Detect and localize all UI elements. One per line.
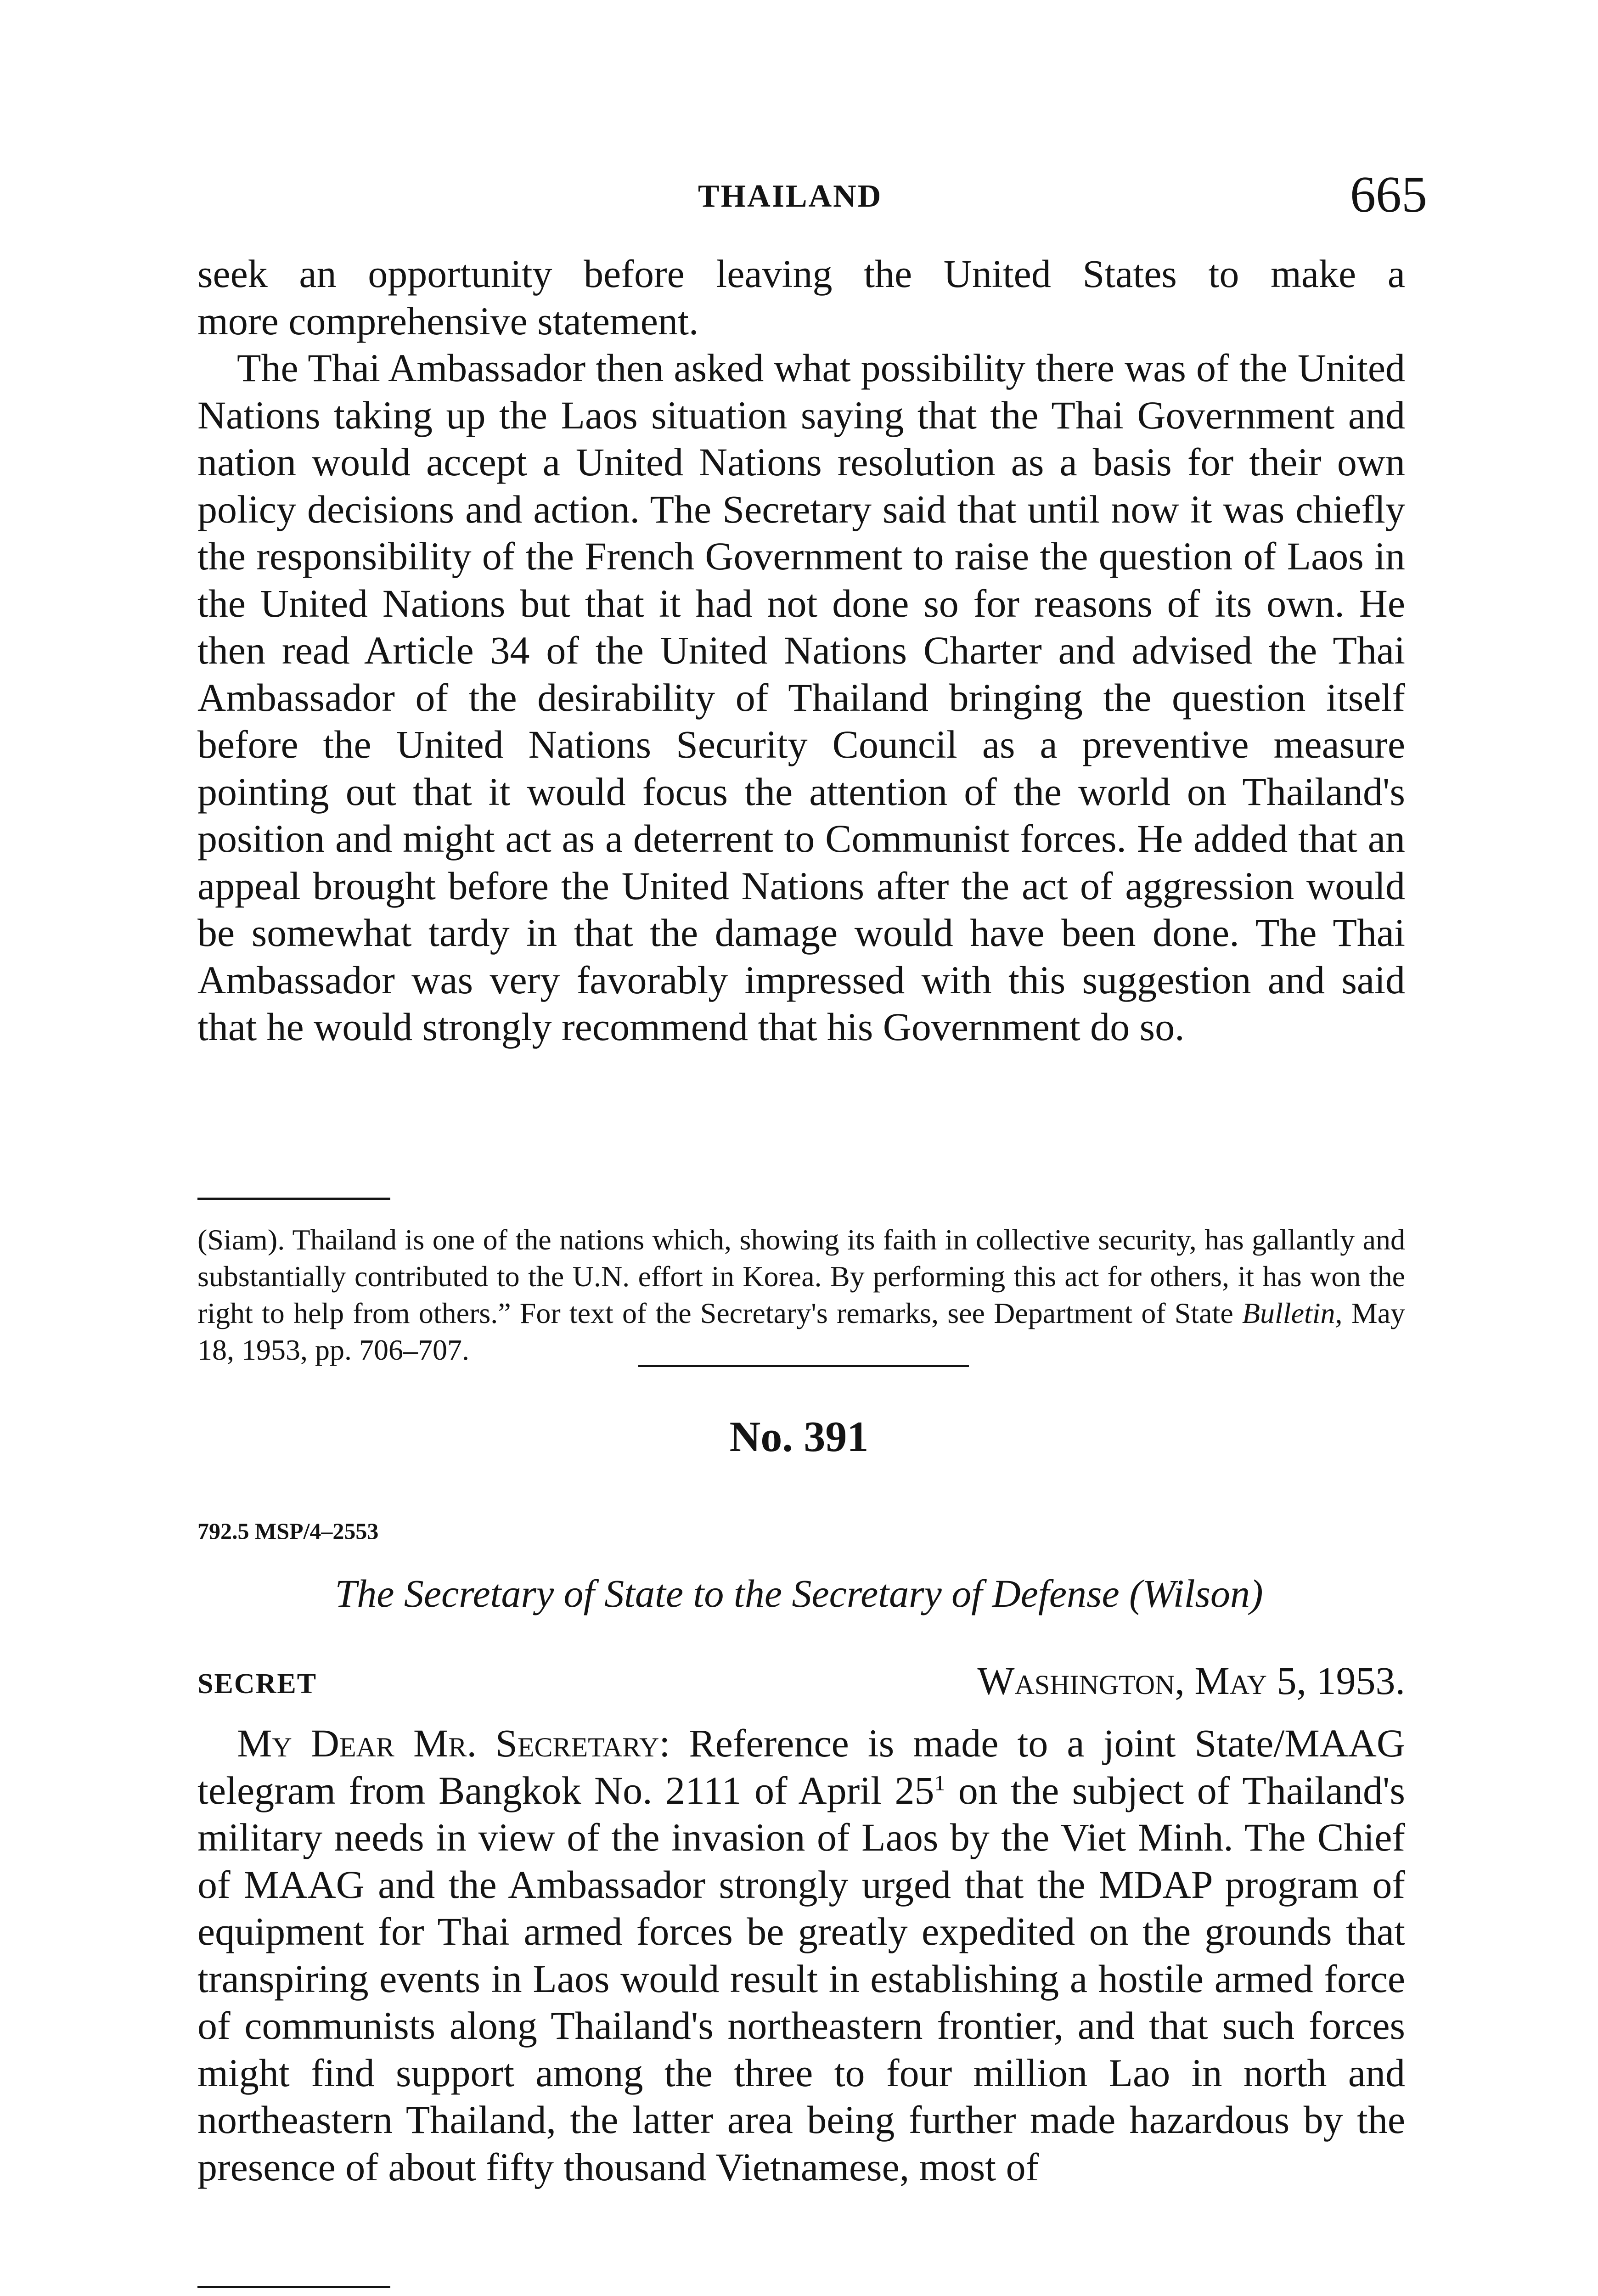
bottom-footnote-separator [197,2286,390,2288]
continuation-text-end: more comprehensive statement. [197,298,699,343]
salutation: My Dear Mr. Secretary: [237,1721,670,1765]
running-title: THAILAND [698,179,883,214]
footnote-marker: 1 [934,1771,945,1795]
top-text-block [197,250,1405,1051]
body-paragraph: The Thai Ambassador then asked what possibility there was of the United Nations taking up the Laos situation saying that the Thai Government and nation would accept a United Nations resolution as a basis for their own policy decisions and action. The Secretary said that until now it was chiefly the responsibility of the French Government to raise the question of Laos in the United Nations but that it had not done so for reasons of its own. He then read Article 34 of the United Nations Charter and advised the Thai Ambassador of the desirability of Thailand bringing the question itself before the United Nations Security Council as a preventive measure pointing out that it would focus the attention of the world on Thailand's position and might act as a deterrent to Communist forces. He added that an appeal brought before the United Nations after the act of aggression would be somewhat tardy in that the damage would have been done. The Thai Ambassador was very favorably impressed with this suggestion and said that he would strongly recommend that his Government do so. [197,346,1405,1049]
continued-footnote-text: (Siam). Thailand is one of the nations which, showing its faith in collective security, has gallantly and substantially contributed to the U.N. effort in Korea. By performing this act for others, it has won the right to help from others.” For text of the Secretary's remarks, see Department of State Bulletin, May 18, 1953, pp. 706–707. [197,1223,1406,1366]
page-number: 665 [1350,166,1427,223]
section-divider [638,1365,969,1367]
classification-label: SECRET [197,1668,317,1699]
dateline: Washington, May 5, 1953. [977,1659,1405,1703]
footnote-separator [197,1198,390,1200]
continuation-text: seek an opportunity before leaving the United States to make a [197,252,1405,296]
continued-footnote [197,1221,1405,1368]
letter-paragraph: My Dear Mr. Secretary: Reference is made to a joint State/MAAG telegram from Bangkok No. 2111 of April $25^1$ on the subject of Thailand's military needs in view of the invasion of Laos by the Viet Minh. The Chief of MAAG and the Ambassador strongly urged that the MDAP program of equipment for Thai armed forces be greatly expedited on the grounds that transpiring events in Laos would result in establishing a hostile armed force of communists along Thailand's northeastern frontier, and that such forces might find support among the three to four million Lao in north and northeastern Thailand, the latter area being further made hazardous by the presence of about fifty thousand Vietnamese, most of [197,1721,1405,2189]
document-number: No. 391 [729,1413,869,1461]
file-reference: 792.5 MSP/4–2553 [197,1518,379,1544]
document-heading: The Secretary of State to the Secretary of Defense (Wilson) [335,1571,1263,1615]
letter-body [197,1720,1405,2190]
bulletin-title: Bulletin [1242,1297,1335,1329]
